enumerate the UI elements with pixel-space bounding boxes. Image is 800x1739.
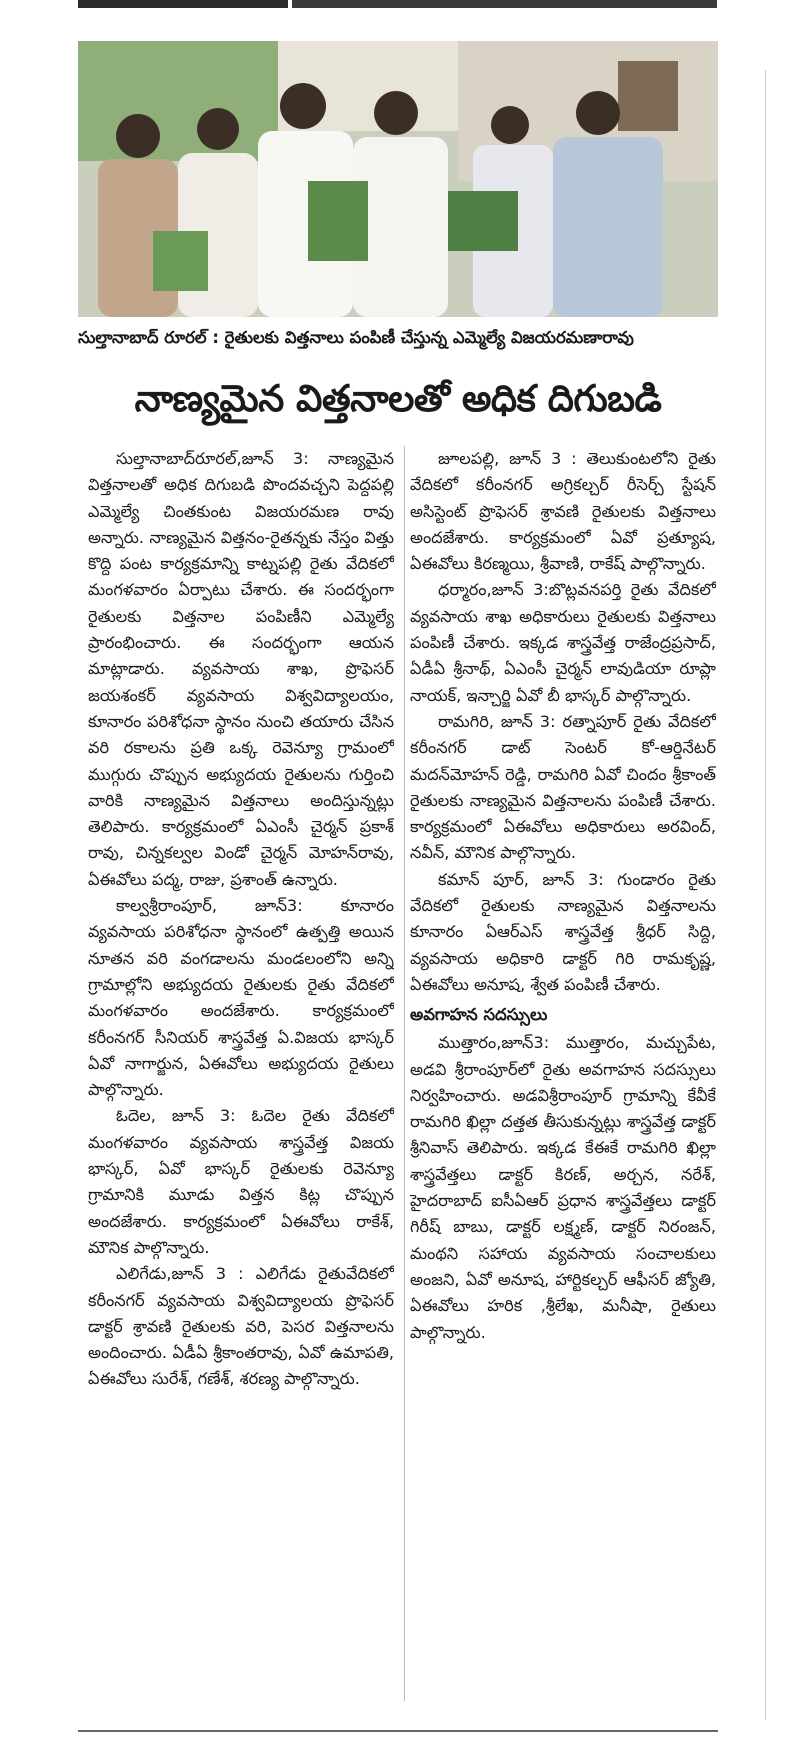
article-column-left <box>88 446 394 1716</box>
article-headline: నాణ్యమైన విత్తనాలతో అధిక దిగుబడి <box>134 377 662 420</box>
column-divider <box>404 446 405 1701</box>
paragraph: జూలపల్లి, జూన్‌ 3 : తెలుకుంటలోని రైతు వేదికలో కరీంనగర్‌ అగ్రికల్చర్‌ రీసెర్చ్‌ స్టేషన్‌ అసిస్టెంట్‌ ప్రొఫెసర్‌ శ్రావణి రైతులకు విత్తనాలు అందజేశారు. కార్యక్రమంలో ఏవో ప్రత్యూష, ఏఈవోలు కిరణ్మయి, శ్రీవాణి, రాకేష్‌ పాల్గొన్నారు. <box>410 449 716 574</box>
top-bar-left <box>78 0 288 8</box>
news-photo <box>78 41 718 317</box>
photo-people-icon <box>78 41 718 317</box>
photo-caption: సుల్తానాబాద్ రూరల్ : రైతులకు విత్తనాలు పంపిణీ చేస్తున్న ఎమ్మెల్యే విజయరమణారావు <box>78 328 634 347</box>
top-bar-right <box>292 0 717 8</box>
bottom-rule <box>78 1730 718 1732</box>
paragraph: సుల్తానాబాద్‌రూరల్‌,జూన్‌ 3: నాణ్యమైన విత్తనాలతో అధిక దిగుబడి పొందవచ్చని పెద్దపల్లి ఎమ్మెల్యే చింతకుంట విజయరమణ రావు అన్నారు. నాణ్యమైన విత్తనం-రైతన్నకు నేస్తం విత్తు కొద్ది పంట కార్యక్రమాన్ని కాట్నపల్లి రైతు వేదికలో మంగళవారం ఏర్పాటు చేశారు. ఈ సందర్భంగా రైతులకు విత్తనాల పంపిణీని ఎమ్మెల్యే ప్రారంభించారు. ఈ సందర్భంగా ఆయన మాట్లాడారు. వ్యవసాయ శాఖ, ప్రొఫెసర్‌ జయశంకర్‌ వ్యవసాయ విశ్వవిద్యాలయం, కూనారం పరిశోధనా స్థానం నుంచి తయారు చేసిన వరి రకాలను ప్రతి ఒక్క రెవెన్యూ గ్రామంలో ముగ్గురు చొప్పున అభ్యుదయ రైతులను గుర్తించి వారికి నాణ్యమైన విత్తనాలు అందిస్తున్నట్లు తెలిపారు. కార్యక్రమంలో ఏఎంసీ చైర్మన్‌ ప్రకాశ్‌ రావు, చిన్నకల్వల విండో చైర్మన్‌ మోహన్‌రావు, ఏఈవోలు పద్మ, రాజు, ప్రశాంత్‌ ఉన్నారు. <box>88 449 394 889</box>
paragraph: రామగిరి, జూన్‌ 3: రత్నాపూర్‌ రైతు వేదికలో కరీంనగర్‌ డాట్‌ సెంటర్‌ కో-ఆర్డినేటర్‌ మదన్‌మోహన్‌ రెడ్డి, రామగిరి ఏవో చిందం శ్రీకాంత్‌ రైతులకు నాణ్యమైన విత్తనాలను పంపిణీ చేశారు. కార్యక్రమంలో ఏఈవోలు అధికారులు అరవింద్‌, నవీన్‌, మౌనిక పాల్గొన్నారు. <box>410 711 716 863</box>
paragraph: కాల్వశ్రీరాంపూర్‌, జూన్‌3: కూనారం వ్యవసాయ పరిశోధనా స్థానంలో ఉత్పత్తి అయిన నూతన వరి వంగడాలను మండలంలోని అన్ని గ్రామాల్లోని అభ్యుదయ రైతులకు రైతు వేదికలో మంగళవారం అందజేశారు. కార్యక్రమంలో కరీంనగర్‌ సీనియర్‌ శాస్త్రవేత్త ఏ.విజయ భాస్కర్‌ ఏవో నాగార్జున, ఏఈవోలు అభ్యుదయ రైతులు పాల్గొన్నారు. <box>88 896 394 1100</box>
paragraph: ముత్తారం,జూన్‌3: ముత్తారం, మచ్చుపేట, అడవి శ్రీరాంపూర్‌లో రైతు అవగాహన సదస్సులు నిర్వహించారు. అడవిశ్రీరాంపూర్‌ గ్రామాన్ని కేవీకే రామగిరి ఖిల్లా దత్తత తీసుకున్నట్లు శాస్త్రవేత్త డాక్టర్‌ శ్రీనివాస్‌ తెలిపారు. ఇక్కడ కేఈకే రామగిరి ఖిల్లా శాస్త్రవేత్తలు డాక్టర్‌ కిరణ్‌, అర్చన, నరేశ్‌, హైదరాబాద్‌ ఐసీఏఆర్‌ ప్రధాన శాస్త్రవేత్తలు డాక్టర్‌ గిరీష్‌ బాబు, డాక్టర్‌ లక్ష్మణ్‌, డాక్టర్‌ నిరంజన్‌, మంథని సహాయ వ్యవసాయ సంచాలకులు అంజని, ఏవో అనూష, హార్టికల్చర్‌ ఆఫీసర్‌ జ్యోతి, ఏఈవోలు హరిక ,శ్రీలేఖ, మనీషా, రైతులు పాల్గొన్నారు. <box>410 1033 716 1342</box>
paragraph: ఓదెల, జూన్‌ 3: ఓదెల రైతు వేదికలో మంగళవారం వ్యవసాయ శాస్త్రవేత్త విజయ భాస్కర్‌, ఏవో భాస్కర్‌ రైతులకు రెవెన్యూ గ్రామానికి మూడు విత్తన కిట్ల చొప్పున అందజేశారు. కార్యక్రమంలో ఏఈవోలు రాకేశ్‌, మౌనిక పాల్గొన్నారు. <box>88 1106 394 1257</box>
article-column-right <box>410 446 716 1716</box>
paragraph: ధర్మారం,జూన్‌ 3:బొట్లవనపర్తి రైతు వేదికలో వ్యవసాయ శాఖ అధికారులు రైతులకు విత్తనాలు పంపిణీ చేశారు. ఇక్కడ శాస్త్రవేత్త రాజేంద్రప్రసాద్‌, ఏడీఏ శ్రీనాథ్‌, ఏఎంసీ చైర్మన్‌ లావుడియా రూప్లా నాయక్‌, ఇన్చార్జి ఏవో బీ భాస్కర్‌ పాల్గొన్నారు. <box>410 580 716 705</box>
page-edge-rule <box>765 70 766 1720</box>
paragraph: ఎలిగేడు,జూన్‌ 3 : ఎలిగేడు రైతువేదికలో కరీంనగర్‌ వ్యవసాయ విశ్వవిద్యాలయ ప్రొఫెసర్‌ డాక్టర్‌ శ్రావణి రైతులకు వరి, పెసర విత్తనాలను అందించారు. ఏడీఏ శ్రీకాంతరావు, ఏవో ఉమాపతి, ఏఈవోలు సురేశ్‌, గణేశ్‌, శరణ్య పాల్గొన్నారు. <box>88 1264 394 1389</box>
paragraph: కమాన్‌ పూర్‌, జూన్‌ 3: గుండారం రైతు వేదికలో రైతులకు నాణ్యమైన విత్తనాలను కూనారం ఏఆర్‌ఎస్‌ శాస్త్రవేత్త శ్రీధర్‌ సిద్ది, వ్యవసాయ అధికారి డాక్టర్‌ గిరి రామకృష్ణ, ఏఈవోలు అనూష, శ్వేత పంపిణీ చేశారు. <box>410 869 716 994</box>
section-subheading: అవగాహన సదస్సులు <box>410 1005 548 1025</box>
